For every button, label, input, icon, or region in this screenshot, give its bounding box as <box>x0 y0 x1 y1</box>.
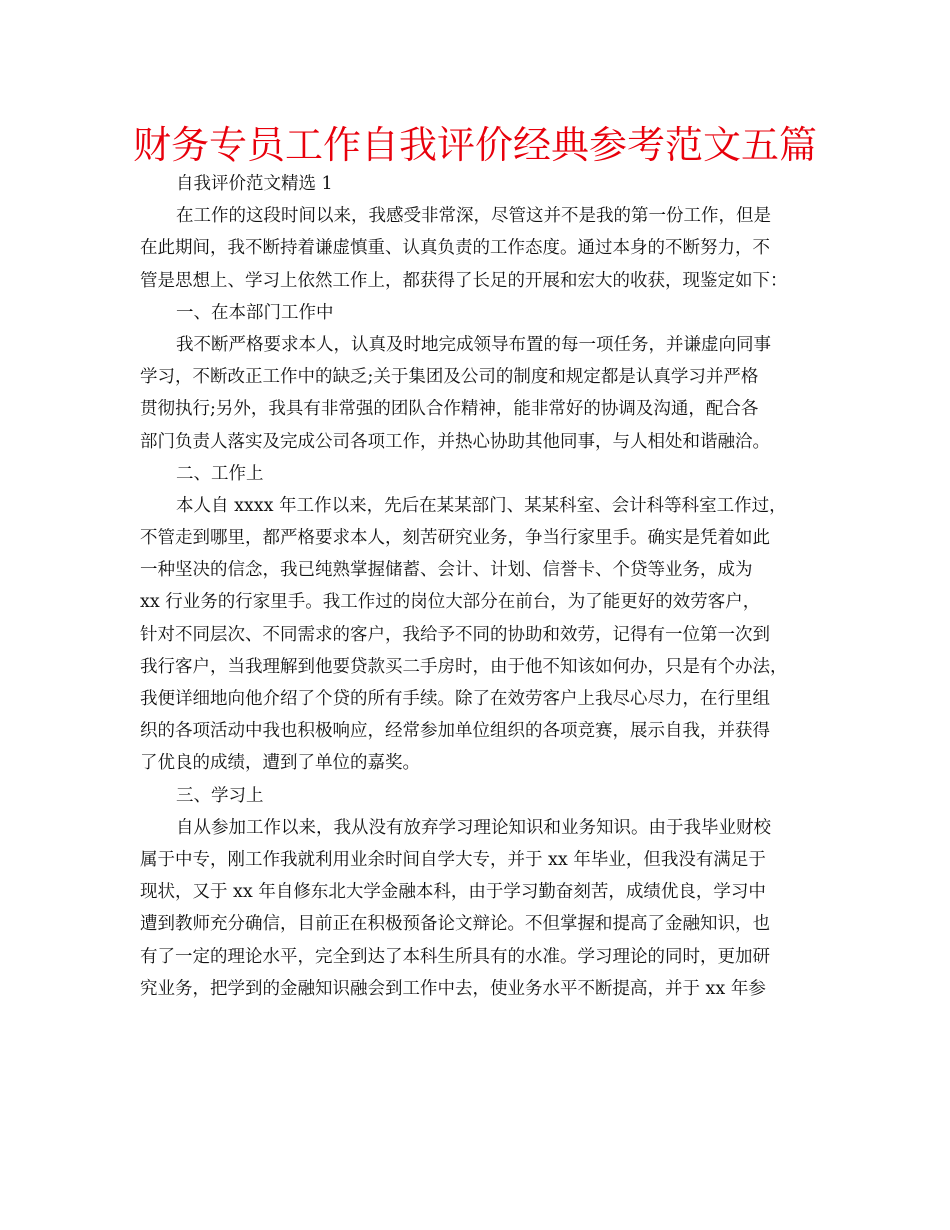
paragraph-line: 遭到教师充分确信，目前正在积极预备论文辩论。不但掌握和提高了金融知识，也 <box>140 914 770 935</box>
paragraph-line: 我行客户，当我理解到他要贷款买二手房时，由于他不知该如何办，只是有个办法， <box>140 656 788 677</box>
paragraph-line: 在工作的这段时间以来，我感受非常深，尽管这并不是我的第一份工作，但是 <box>176 206 771 227</box>
paragraph-line: 我便详细地向他介绍了个贷的所有手续。除了在效劳客户上我尽心尽力，在行里组 <box>140 689 770 709</box>
paragraph-line: 有了一定的理论水平，完全到达了本科生所具有的水准。学习理论的同时，更加研 <box>140 946 770 967</box>
paragraph-line: 我不断严格要求本人，认真及时地完成领导布置的每一项任务，并谦虚向同事 <box>176 334 771 355</box>
section-heading-study: 三、学习上 <box>176 785 264 806</box>
section-heading-work: 二、工作上 <box>176 463 264 484</box>
paragraph-line: 部门负责人落实及完成公司各项工作，并热心协助其他同事，与人相处和谐融洽。 <box>140 431 770 452</box>
paragraph-line: 学习，不断改正工作中的缺乏;关于集团及公司的制度和规定都是认真学习并严格 <box>140 367 759 388</box>
paragraph-line: 针对不同层次、不同需求的客户，我给予不同的协助和效劳，记得有一位第一次到 <box>140 624 770 645</box>
paragraph-line: 在此期间，我不断持着谦虚慎重、认真负责的工作态度。通过本身的不断努力，不 <box>140 238 770 259</box>
paragraph-line: 属于中专，刚工作我就利用业余时间自学大专，并于 xx 年毕业，但我没有满足于 <box>140 849 766 870</box>
paragraph-line: 不管走到哪里，都严格要求本人，刻苦研究业务，争当行家里手。确实是凭着如此 <box>140 528 770 549</box>
paragraph-line: 贯彻执行;另外，我具有非常强的团队合作精神，能非常好的协调及沟通，配合各 <box>140 399 759 420</box>
paragraph-line: 究业务，把学到的金融知识融会到工作中去，使业务水平不断提高，并于 xx 年参 <box>140 978 766 999</box>
section-heading-sample-1: 自我评价范文精选 1 <box>176 174 333 194</box>
paragraph-line: 了优良的成绩，遭到了单位的嘉奖。 <box>140 753 420 774</box>
paragraph-line: 自从参加工作以来，我从没有放弃学习理论知识和业务知识。由于我毕业财校 <box>176 817 771 838</box>
document-title: 财务专员工作自我评价经典参考范文五篇 <box>132 123 817 167</box>
paragraph-line: 一种坚决的信念，我已纯熟掌握储蓄、会计、计划、信誉卡、个贷等业务，成为 <box>140 560 753 581</box>
paragraph-line: 织的各项活动中我也积极响应，经常参加单位组织的各项竞赛，展示自我，并获得 <box>140 721 770 742</box>
section-heading-department: 一、在本部门工作中 <box>176 302 334 323</box>
paragraph-line: 管是思想上、学习上依然工作上，都获得了长足的开展和宏大的收获，现鉴定如下： <box>140 270 788 291</box>
paragraph-line: xx 行业务的行家里手。我工作过的岗位大部分在前台，为了能更好的效劳客户， <box>140 592 761 613</box>
paragraph-line: 现状，又于 xx 年自修东北大学金融本科，由于学习勤奋刻苦，成绩优良，学习中 <box>140 882 766 903</box>
paragraph-line: 本人自 xxxx 年工作以来，先后在某某部门、某某科室、会计科等科室工作过， <box>176 495 787 516</box>
document-body <box>140 168 822 1005</box>
